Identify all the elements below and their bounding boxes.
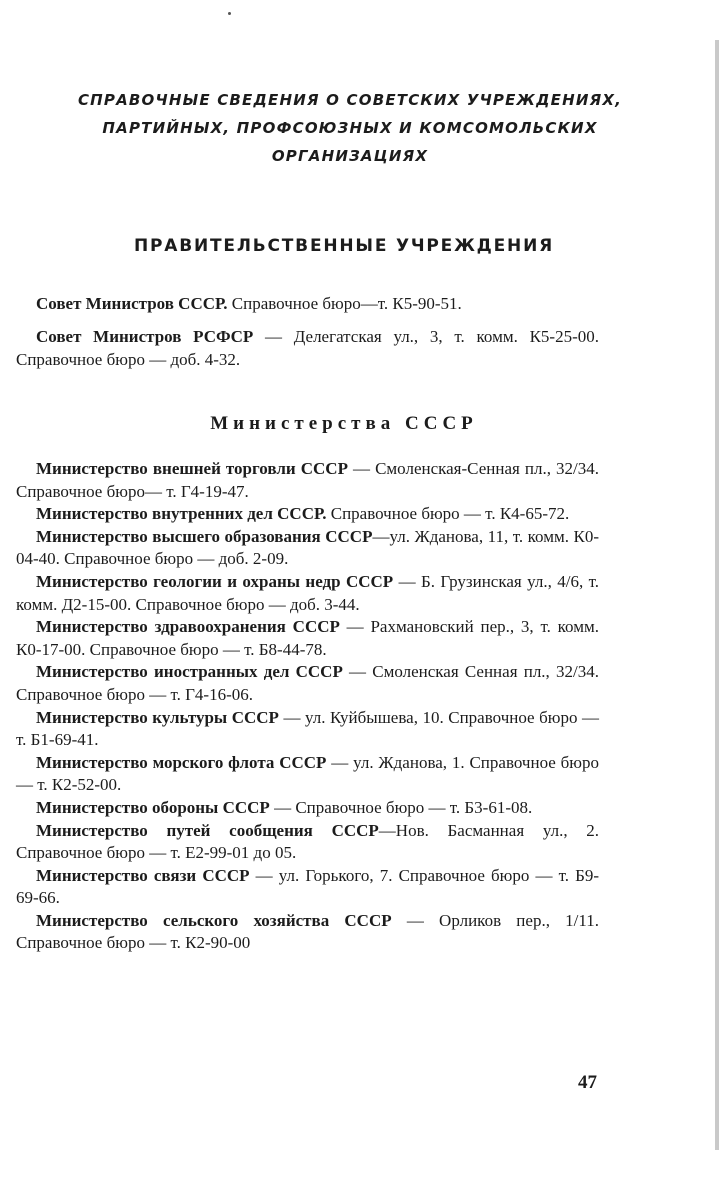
entry-details: — ул. Жданова, 1. Справочное бюро — т. К2-52-00. xyxy=(16,752,599,795)
entry-name: Министерство путей сообщения СССР xyxy=(36,820,379,840)
subsection-heading: Министерства СССР xyxy=(210,413,478,434)
entry-details: Справочное бюро — т. К4-65-72. xyxy=(326,504,570,524)
entry-name: Министерство иностранных дел СССР xyxy=(36,662,343,682)
section-heading: ПРАВИТЕЛЬСТВЕННЫЕ УЧРЕЖДЕНИЯ xyxy=(134,236,554,256)
ministry-entry xyxy=(16,797,599,820)
ministry-entry xyxy=(16,661,599,706)
entry-name: Министерство высшего образования СССР xyxy=(36,526,373,546)
entry-name: Министерство геологии и охраны недр СССР xyxy=(36,571,394,591)
title-line: СПРАВОЧНЫЕ СВЕДЕНИЯ О СОВЕТСКИХ УЧРЕЖДЕНИЯХ, xyxy=(77,91,623,109)
ministry-entry xyxy=(16,458,599,503)
entry-details: — Делегатская ул., 3, т. комм. К5-25-00. Справочное бюро — доб. 4-32. xyxy=(16,327,599,369)
entry-details: — Справочное бюро — т. Б3-61-08. xyxy=(269,797,533,817)
ministry-entry xyxy=(16,616,599,661)
ministry-entry xyxy=(16,526,599,571)
entry-name: Министерство внутренних дел СССР. xyxy=(36,504,327,524)
entry-details: Справочное бюро—т. К5-90-51. xyxy=(227,294,462,313)
entry-details: —Нов. Басманная ул., 2. Справочное бюро — т. Е2-99-01 до 05. xyxy=(16,820,600,863)
ministry-entry xyxy=(16,503,599,526)
print-speck xyxy=(228,12,231,15)
council-entry xyxy=(16,325,599,371)
title-line: ПАРТИЙНЫХ, ПРОФСОЮЗНЫХ И КОМСОМОЛЬСКИХ xyxy=(102,119,598,137)
ministry-entry xyxy=(16,571,599,616)
entry-details: — Смоленская Сенная пл., 32/34. Справочное бюро — т. Г4-16-06. xyxy=(16,662,599,704)
page-title xyxy=(30,86,670,170)
entry-details: —ул. Жданова, 11, т. комм. К0-04-40. Справочное бюро — доб. 2-09. xyxy=(16,526,599,569)
ministries-list xyxy=(16,458,599,955)
ministry-entry xyxy=(16,865,599,910)
council-entry xyxy=(16,292,599,315)
page-edge-shadow xyxy=(715,40,719,1150)
entry-name: Министерство здравоохранения СССР xyxy=(36,617,340,637)
ministry-entry xyxy=(16,910,599,955)
entry-name: Совет Министров РСФСР xyxy=(36,327,254,346)
ministry-entry xyxy=(16,820,599,865)
entry-name: Министерство сельского хозяйства СССР xyxy=(36,910,392,930)
entry-details: — Б. Грузинская ул., 4/6, т. комм. Д2-15-00. Справочное бюро — доб. 3-44. xyxy=(16,571,600,614)
ministry-entry xyxy=(16,707,599,752)
page-number: 47 xyxy=(578,1072,597,1093)
entry-name: Министерство культуры СССР xyxy=(36,707,279,727)
entry-details: — ул. Горького, 7. Справочное бюро — т. Б9-69-66. xyxy=(16,865,600,908)
entry-name: Совет Министров СССР. xyxy=(36,294,228,313)
entry-name: Министерство внешней торговли СССР xyxy=(36,459,348,478)
entry-details: — Смоленская-Сенная пл., 32/34. Справочное бюро— т. Г4-19-47. xyxy=(16,459,599,501)
entry-details: — Рахмановский пер., 3, т. комм. К0-17-00. Справочное бюро — т. Б8-44-78. xyxy=(16,617,599,659)
ministry-entry xyxy=(16,752,599,797)
entry-details: — ул. Куйбышева, 10. Справочное бюро — т. Б1-69-41. xyxy=(16,707,599,750)
entry-name: Министерство обороны СССР xyxy=(36,797,270,817)
entry-name: Министерство морского флота СССР xyxy=(36,752,327,772)
entry-name: Министерство связи СССР xyxy=(36,865,250,885)
councils-list xyxy=(16,292,599,371)
title-line: ОРГАНИЗАЦИЯХ xyxy=(271,147,429,165)
entry-details: — Орликов пер., 1/11. Справочное бюро — т. К2-90-00 xyxy=(16,910,599,953)
